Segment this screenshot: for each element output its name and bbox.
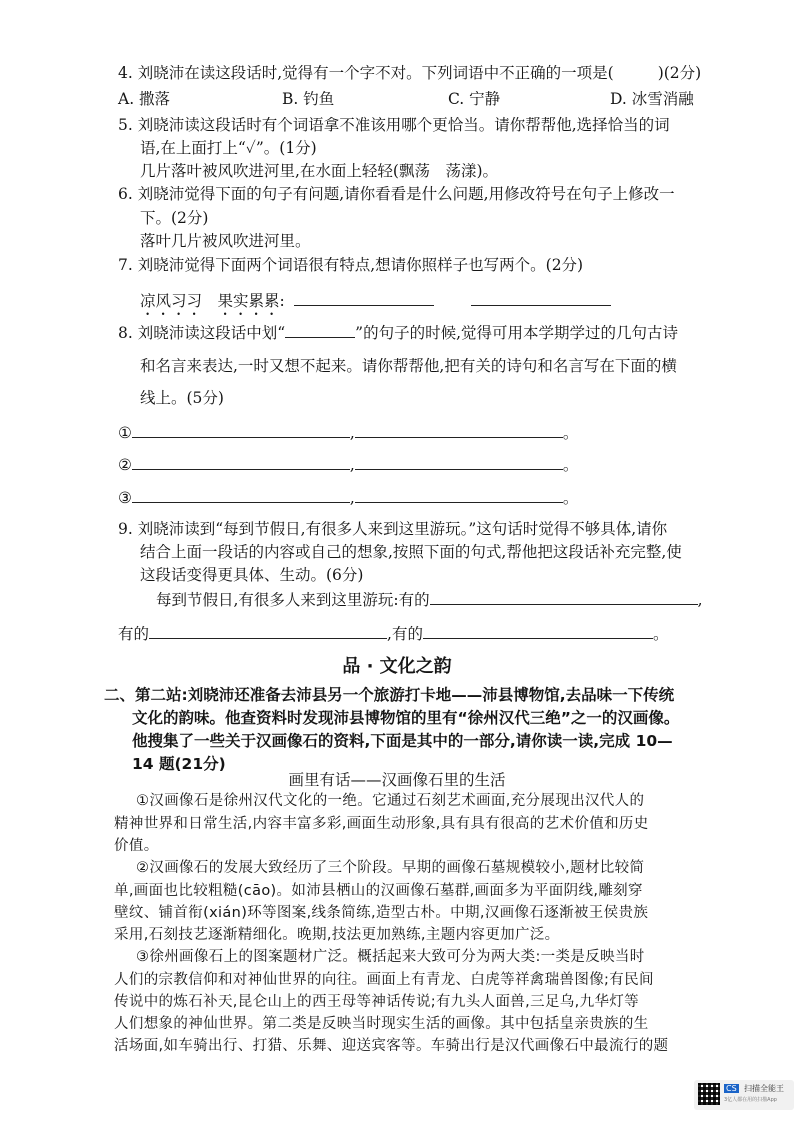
q9-blank-3[interactable] <box>423 622 653 639</box>
q9-line-4 <box>156 588 703 611</box>
q8-blank[interactable] <box>355 453 563 470</box>
q9-line-2: 结合上面一段话的内容或自己的想象,按照下面的句式,帮他把这段话补充完整,使 <box>140 543 682 561</box>
article-line: 人们的宗教信仰和对神仙世界的向往。画面上有青龙、白虎等祥禽瑞兽图像;有民间 <box>114 972 654 988</box>
q4-options <box>118 88 758 110</box>
q7-answer-blank-2[interactable] <box>471 289 611 306</box>
q8-period: 。 <box>562 424 579 442</box>
section-intro-line-2: 文化的韵味。他查资料时发现沛县博物馆的里有“徐州汉代三绝”之一的汉画像。 <box>132 709 680 727</box>
q5-line-1: 5. 刘晓沛读这段话时有个词语拿不准该用哪个更恰当。请你帮帮他,选择恰当的词 <box>118 116 670 134</box>
q8-line-1b: ”的句子的时候,觉得可用本学期学过的几句古诗 <box>355 324 678 342</box>
q8-blank[interactable] <box>355 486 563 503</box>
section-intro-line-1: 二、第二站:刘晓沛还准备去沛县另一个旅游打卡地——沛县博物馆,去品味一下传统 <box>104 686 675 704</box>
q4-option-d: D. 冰雪消融 <box>610 90 694 108</box>
article-line: 活场面,如车骑出行、打猎、乐舞、迎送宾客等。车骑出行是汉代画像石中最流行的题 <box>114 1038 669 1054</box>
q8-answer-2 <box>118 453 578 476</box>
q9-line-3: 这段话变得更具体、生动。(6分) <box>140 566 364 584</box>
q4-option-c: C. 宁静 <box>448 90 501 108</box>
scanner-logo-badge: CS <box>726 1084 737 1093</box>
article-line: ②汉画像石的发展大致经历了三个阶段。早期的画像石墓规模较小,题材比较简 <box>136 860 645 876</box>
q4-stem <box>118 62 701 84</box>
q9-blank-2[interactable] <box>149 622 387 639</box>
qr-code-icon <box>698 1083 720 1105</box>
q4-option-a: A. 撒落 <box>118 90 171 108</box>
q9-line-5 <box>118 622 668 645</box>
scanner-tagline: 3亿人都在用的扫描App <box>724 1097 777 1103</box>
q7-example-row <box>140 289 611 319</box>
q8-quote-blank[interactable] <box>285 321 355 338</box>
q8-item-marker: ③ <box>118 489 132 507</box>
q4-points: )(2分) <box>657 64 702 82</box>
q9-line-1: 9. 刘晓沛读到“每到节假日,有很多人来到这里游玩。”这句话时觉得不够具体,请你 <box>118 520 668 538</box>
article-line: 采用,石刻技艺逐渐精细化。晚期,技法更加熟练,主题内容更加广泛。 <box>114 927 560 943</box>
q8-comma: , <box>349 489 355 507</box>
section-intro-line-4: 14 题(21分) <box>132 755 226 773</box>
section-title: 品 · 文化之韵 <box>342 656 452 677</box>
q6-line-2: 下。(2分) <box>140 209 209 227</box>
article-line: 壁纹、铺首衔(xián)环等图案,线条简练,造型古朴。中期,汉画像石逐渐被王侯贵族 <box>114 905 649 921</box>
q9-line-5b: ,有的 <box>387 625 423 643</box>
q8-line-1a: 8. 刘晓沛读这段话中划“ <box>118 324 286 342</box>
q8-blank[interactable] <box>132 486 350 503</box>
q5-line-2: 语,在上面打上“✓”。(1分) <box>140 139 317 157</box>
q8-blank[interactable] <box>132 421 350 438</box>
q8-blank[interactable] <box>132 453 350 470</box>
q6-sentence: 落叶几片被风吹进河里。 <box>140 232 311 250</box>
q9-line-4-text: 每到节假日,有很多人来到这里游玩:有的 <box>156 591 430 609</box>
q8-item-marker: ① <box>118 424 132 442</box>
q9-period: 。 <box>652 625 669 643</box>
q9-comma: , <box>697 591 703 609</box>
q8-period: 。 <box>562 456 579 474</box>
article-line: 传说中的炼石补天,昆仑山上的西王母等神话传说;有九头人面兽,三足乌,九华灯等 <box>114 994 640 1010</box>
q4-option-b: B. 钓鱼 <box>282 90 335 108</box>
article-line: 人们想象的神仙世界。第二类是反映当时现实生活的画像。其中包括皇亲贵族的生 <box>114 1016 649 1032</box>
article-line: 价值。 <box>114 838 159 854</box>
q8-line-3: 线上。(5分) <box>140 389 224 407</box>
q7-example: 凉风习习 果实累累: <box>140 292 285 310</box>
q7-answer-blank-1[interactable] <box>294 289 434 306</box>
article-line: ①汉画像石是徐州汉代文化的一绝。它通过石刻艺术画面,充分展现出汉代人的 <box>136 793 645 809</box>
article-line: ③徐州画像石上的图案题材广泛。概括起来大致可分为两大类:一类是反映当时 <box>136 949 645 965</box>
q9-blank-1[interactable] <box>430 588 698 605</box>
q5-sentence: 几片落叶被风吹进河里,在水面上轻轻(飘荡 荡漾)。 <box>140 162 499 180</box>
article-line: 单,画面也比较粗糙(cāo)。如沛县栖山的汉画像石墓群,画面多为平面阴线,雕刻穿 <box>114 883 643 899</box>
q4-stem-text: 4. 刘晓沛在读这段话时,觉得有一个字不对。下列词语中不正确的一项是( <box>118 64 614 82</box>
article-title: 画里有话——汉画像石里的生活 <box>288 771 506 789</box>
q8-line-1 <box>118 321 678 344</box>
q8-item-marker: ② <box>118 456 132 474</box>
scanner-watermark <box>694 1080 794 1110</box>
q8-comma: , <box>349 456 355 474</box>
q8-answer-3 <box>118 486 578 509</box>
q8-answer-1 <box>118 421 578 444</box>
article-line: 精神世界和日常生活,内容丰富多彩,画面生动形象,具有具有很高的艺术价值和历史 <box>114 816 649 832</box>
q8-blank[interactable] <box>355 421 563 438</box>
q8-comma: , <box>349 424 355 442</box>
q6-line-1: 6. 刘晓沛觉得下面的句子有问题,请你看看是什么问题,用修改符号在句子上修改一 <box>118 185 675 203</box>
section-intro-line-3: 他搜集了一些关于汉画像石的资料,下面是其中的一部分,请你读一读,完成 10— <box>132 732 673 750</box>
q8-period: 。 <box>562 489 579 507</box>
scanner-app-name: 扫描全能王 <box>744 1084 784 1093</box>
q7-line-1: 7. 刘晓沛觉得下面两个词语很有特点,想请你照样子也写两个。(2分) <box>118 256 584 274</box>
q9-line-5a: 有的 <box>118 625 150 643</box>
q8-line-2: 和名言来表达,一时又想不起来。请你帮帮他,把有关的诗句和名言写在下面的横 <box>140 357 677 375</box>
